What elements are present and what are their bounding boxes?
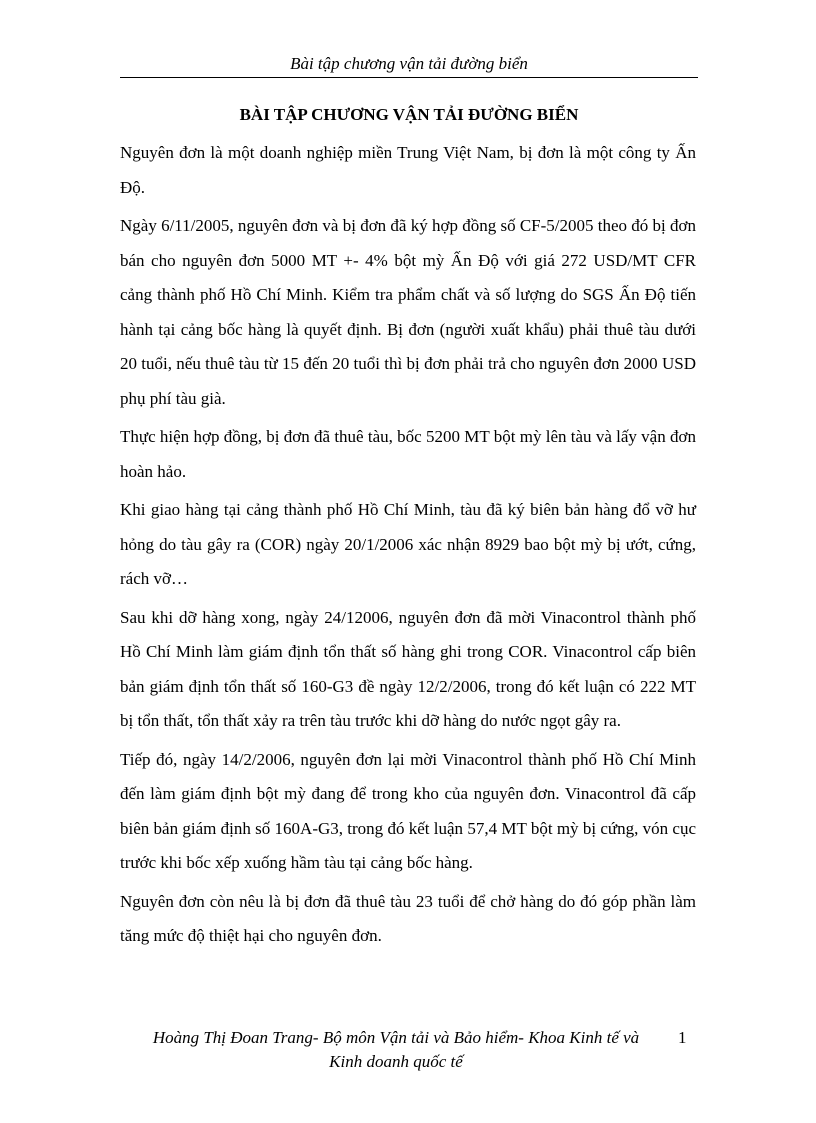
footer-author-line: Hoàng Thị Đoan Trang- Bộ môn Vận tải và Bảo hiểm- Khoa Kinh tế và bbox=[152, 1028, 640, 1047]
header-divider bbox=[120, 77, 698, 78]
paragraph-5: Sau khi dỡ hàng xong, ngày 24/12006, nguyên đơn đã mời Vinacontrol thành phố Hồ Chí Minh làm giám định tổn thất số hàng ghi trong COR. Vinacontrol cấp biên bản giám định tổn thất số 160-G3 đề ngày 12/2/2006, trong đó kết luận có 222 MT bị tổn thất, tổn thất xảy ra trên tàu trước khi dỡ hàng do nước ngọt gây ra. bbox=[120, 607, 696, 730]
page-number: 1 bbox=[678, 1028, 687, 1047]
paragraph-7: Nguyên đơn còn nêu là bị đơn đã thuê tàu 23 tuổi để chở hàng do đó góp phần làm tăng mức độ thiệt hại cho nguyên đơn. bbox=[120, 891, 696, 945]
paragraph-4: Khi giao hàng tại cảng thành phố Hồ Chí Minh, tàu đã ký biên bản hàng đổ vỡ hư hỏng do tàu gây ra (COR) ngày 20/1/2006 xác nhận 8929 bao bột mỳ bị ướt, cứng, rách vỡ… bbox=[120, 500, 696, 588]
document-title: BÀI TẬP CHƯƠNG VẬN TẢI ĐƯỜNG BIỂN bbox=[239, 105, 579, 124]
paragraph-2: Ngày 6/11/2005, nguyên đơn và bị đơn đã ký hợp đồng số CF-5/2005 theo đó bị đơn bán cho nguyên đơn 5000 MT +- 4% bột mỳ Ấn Độ với giá 272 USD/MT CFR cảng thành phố Hồ Chí Minh. Kiểm tra phẩm chất và số lượng do SGS Ấn Độ tiến hành tại cảng bốc hàng là quyết định. Bị đơn (người xuất khẩu) phải thuê tàu dưới 20 tuổi, nếu thuê tàu từ 15 đến 20 tuổi thì bị đơn phải trả cho nguyên đơn 2000 USD phụ phí tàu già. bbox=[120, 216, 696, 408]
document-body bbox=[120, 136, 696, 958]
page-footer bbox=[122, 1026, 670, 1074]
footer-faculty-line: Kinh doanh quốc tế bbox=[329, 1052, 463, 1071]
paragraph-6: Tiếp đó, ngày 14/2/2006, nguyên đơn lại mời Vinacontrol thành phố Hồ Chí Minh đến làm giám định bột mỳ đang để trong kho của nguyên đơn. Vinacontrol đã cấp biên bản giám định số 160A-G3, trong đó kết luận 57,4 MT bột mỳ bị cứng, vón cục trước khi bốc xếp xuống hầm tàu tại cảng bốc hàng. bbox=[120, 749, 696, 872]
paragraph-3: Thực hiện hợp đồng, bị đơn đã thuê tàu, bốc 5200 MT bột mỳ lên tàu và lấy vận đơn hoàn hảo. bbox=[120, 427, 696, 481]
running-header: Bài tập chương vận tải đường biển bbox=[290, 54, 528, 73]
paragraph-1: Nguyên đơn là một doanh nghiệp miền Trung Việt Nam, bị đơn là một công ty Ấn Độ. bbox=[120, 143, 696, 197]
